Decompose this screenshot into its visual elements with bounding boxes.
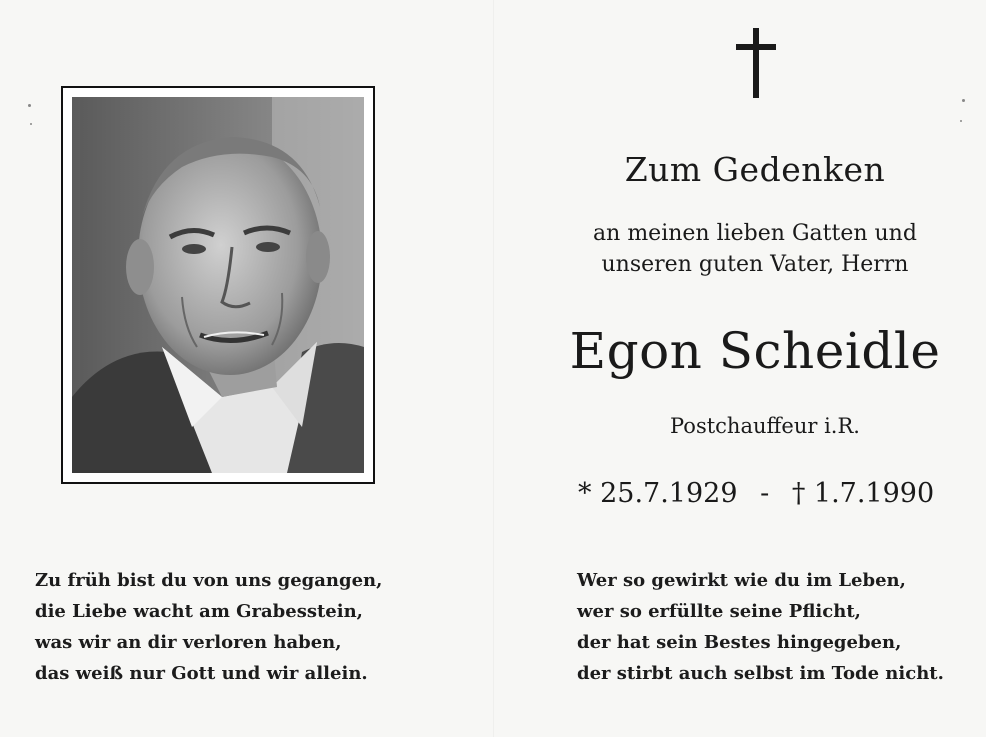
- paper-speck: [30, 123, 32, 125]
- portrait-illustration: [72, 97, 364, 473]
- heading: Zum Gedenken: [624, 150, 886, 189]
- verse-line: wer so erfüllte seine Pflicht,: [577, 601, 861, 622]
- paper-speck: [960, 120, 962, 122]
- death-date: † 1.7.1990: [791, 478, 935, 509]
- deceased-name: Egon Scheidle: [569, 322, 941, 380]
- dedication-line-2: unseren guten Vater, Herrn: [601, 252, 909, 277]
- occupation: Postchauffeur i.R.: [670, 414, 860, 438]
- verse-line: das weiß nur Gott und wir allein.: [35, 663, 368, 684]
- verse-line: der hat sein Bestes hingegeben,: [577, 632, 902, 653]
- birth-date: * 25.7.1929: [578, 478, 738, 509]
- verse-line: Zu früh bist du von uns gegangen,: [35, 570, 383, 591]
- paper-speck: [962, 99, 965, 102]
- verse-right: [577, 565, 944, 689]
- verse-left: [35, 565, 382, 689]
- dedication-line-1: an meinen lieben Gatten und: [593, 221, 917, 246]
- latin-cross-icon: [736, 28, 776, 100]
- life-dates: [578, 478, 934, 509]
- date-separator: -: [760, 478, 770, 509]
- portrait-frame: [61, 86, 375, 484]
- verse-line: der stirbt auch selbst im Tode nicht.: [577, 663, 944, 684]
- verse-line: was wir an dir verloren haben,: [35, 632, 342, 653]
- verse-line: die Liebe wacht am Grabesstein,: [35, 601, 363, 622]
- paper-speck: [28, 104, 31, 107]
- portrait-photo: [72, 97, 364, 473]
- verse-line: Wer so gewirkt wie du im Leben,: [577, 570, 906, 591]
- fold-line: [493, 0, 494, 737]
